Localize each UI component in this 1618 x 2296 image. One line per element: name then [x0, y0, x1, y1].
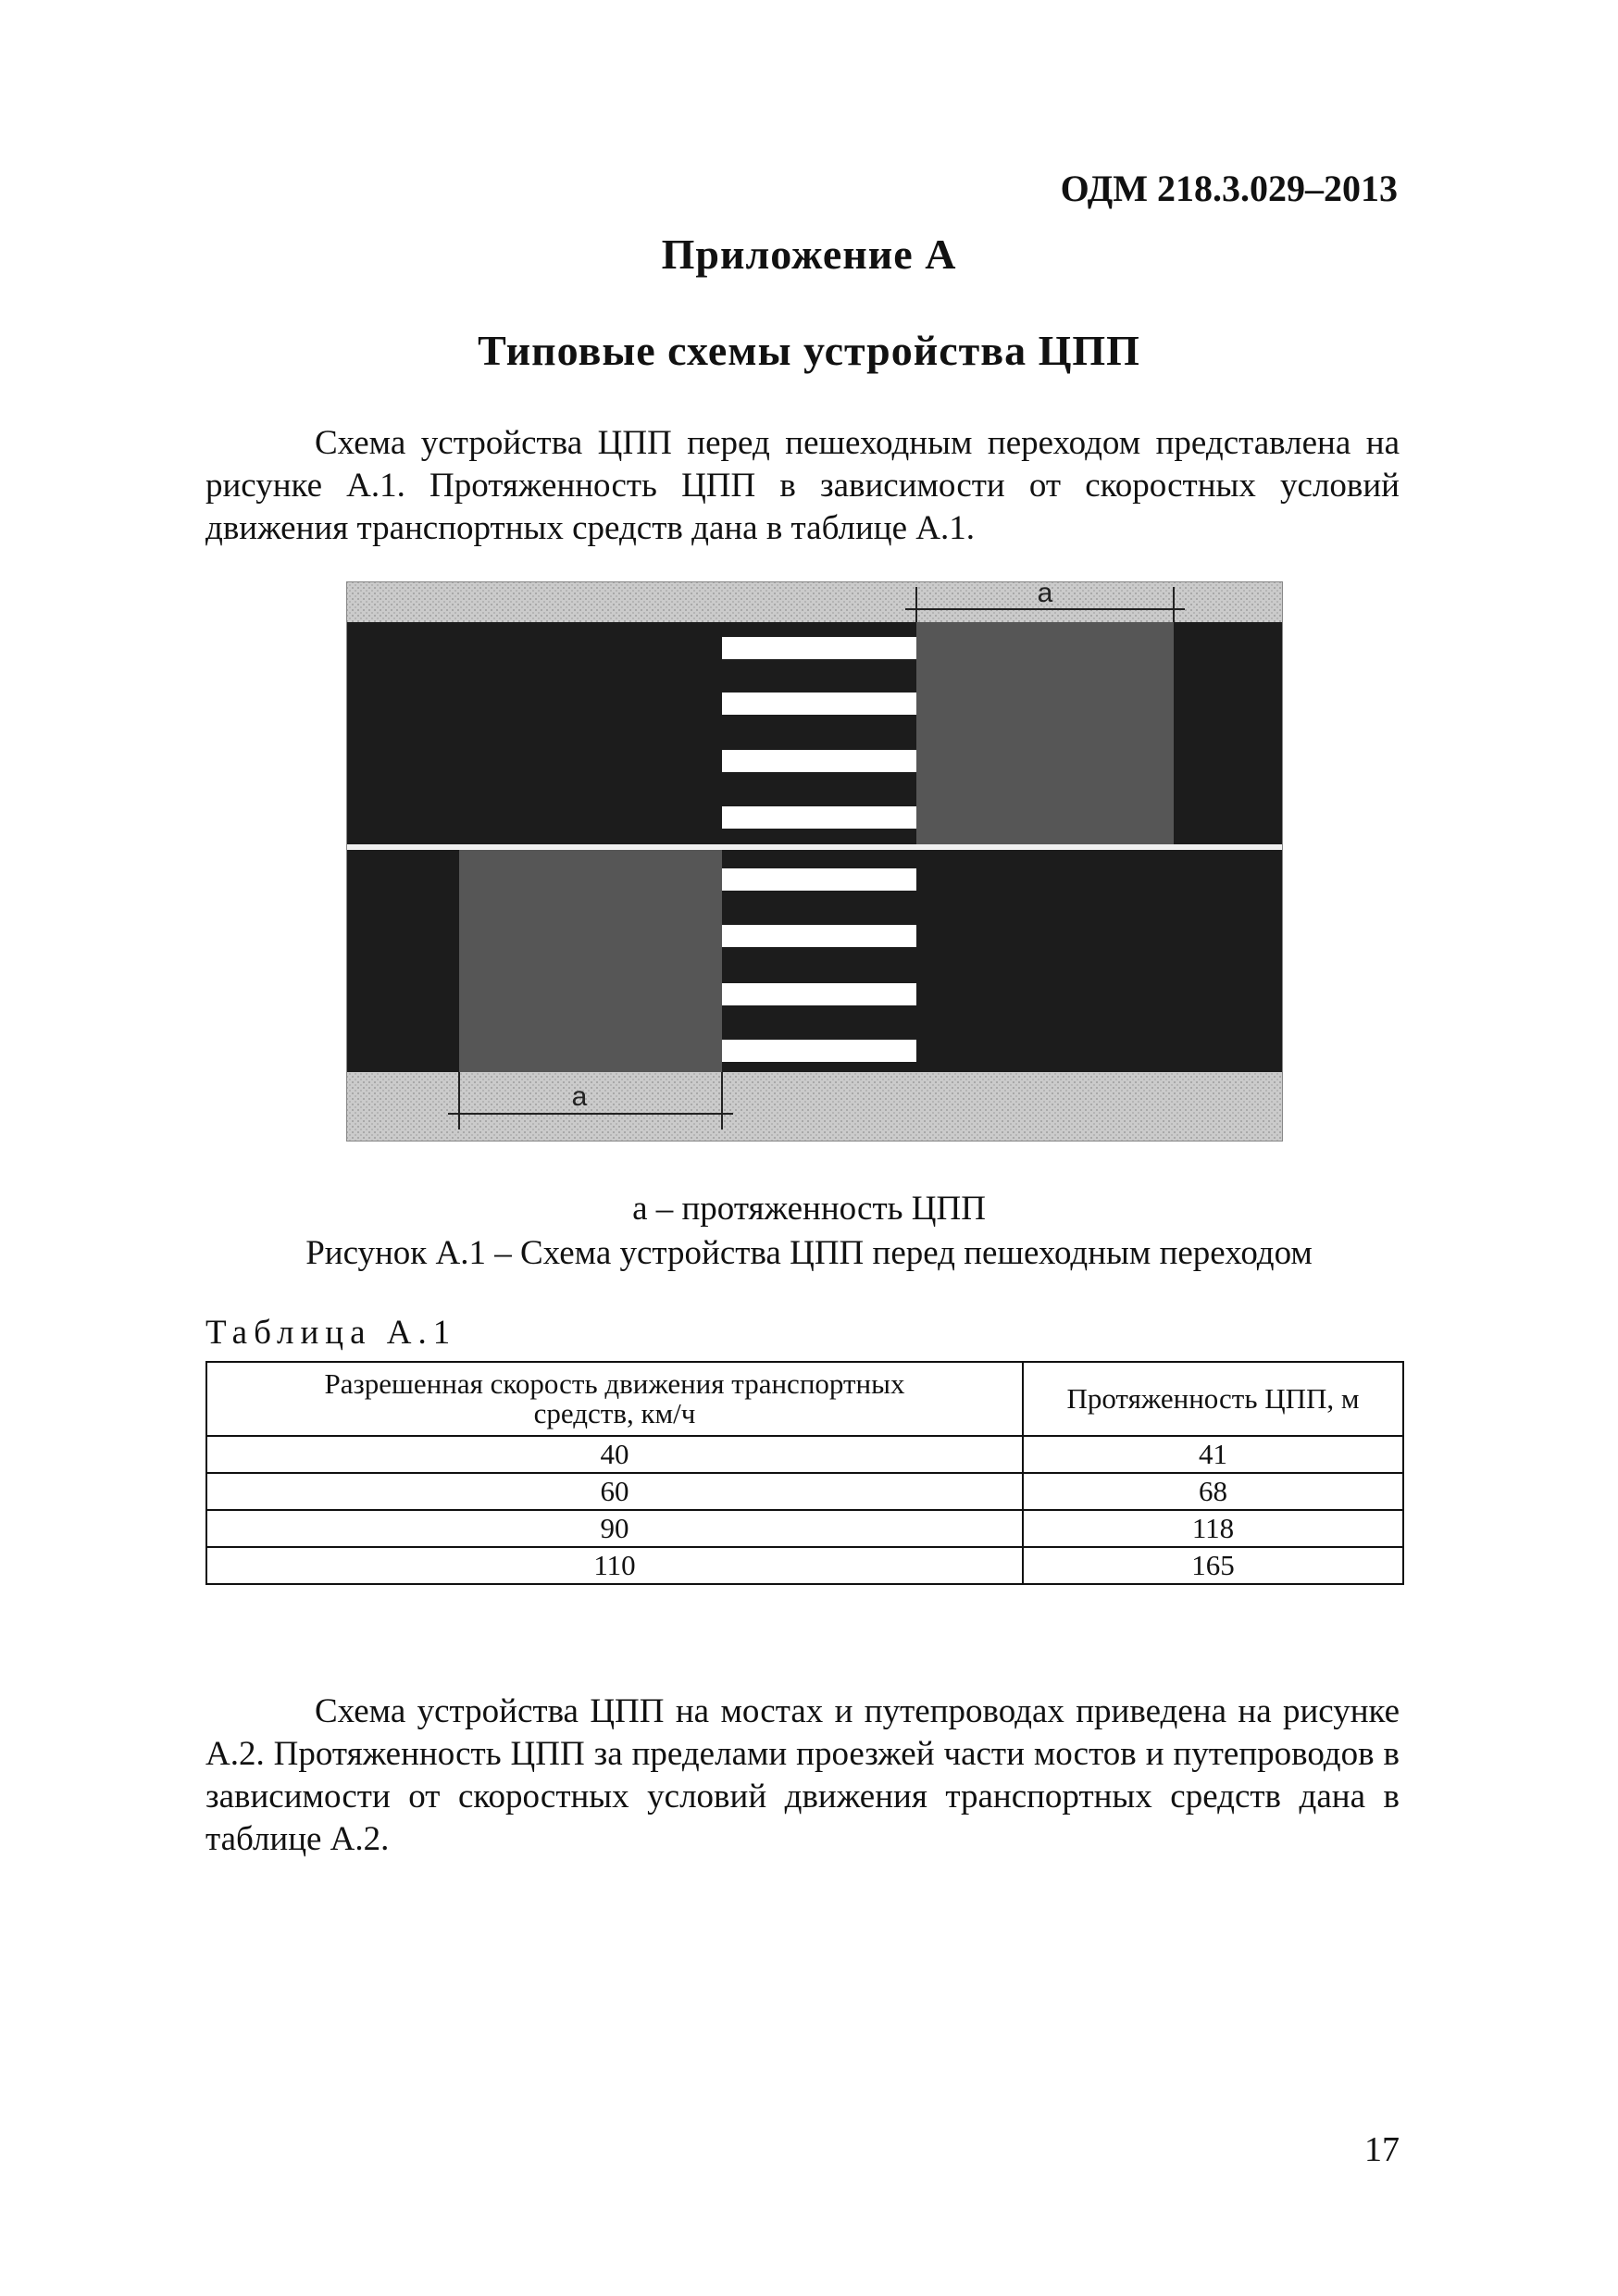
intro-paragraph: Схема устройства ЦПП перед пешеходным переходом представлена на рисунке А.1. Протяженность ЦПП в зависимости от скоростных условий движения транспортных средств дана в таблице А.1.	[205, 424, 1400, 547]
table-header-row	[206, 1362, 1403, 1436]
cell-length: 118	[1023, 1510, 1403, 1547]
document-code: ОДМ 218.3.029–2013	[1060, 168, 1398, 209]
table-row	[206, 1510, 1403, 1547]
cell-speed: 60	[206, 1473, 1023, 1510]
sidewalk-top	[346, 581, 1283, 622]
table-row	[206, 1547, 1403, 1584]
figure-legend: а – протяженность ЦПП	[632, 1190, 986, 1228]
crosswalk-diagram	[346, 581, 1283, 1142]
table-row	[206, 1473, 1403, 1510]
speed-length-table	[205, 1361, 1404, 1585]
cell-length: 41	[1023, 1436, 1403, 1473]
bridge-paragraph: Схема устройства ЦПП на мостах и путепроводах приведена на рисунке А.2. Протяженность ЦПП за пределами проезжей части мостов и путепроводов в зависимости от скоростных условий движения транспортных средств дана в таблице А.2.	[205, 1692, 1400, 1858]
cell-length: 165	[1023, 1547, 1403, 1584]
page-number: 17	[1364, 2130, 1400, 2169]
figure-caption: Рисунок А.1 – Схема устройства ЦПП перед пешеходным переходом	[305, 1234, 1313, 1272]
table-label: Таблица А.1	[205, 1314, 457, 1352]
sidewalk-bottom	[346, 1072, 1283, 1142]
cell-length: 68	[1023, 1473, 1403, 1510]
cell-speed: 110	[206, 1547, 1023, 1584]
appendix-title: Приложение А	[661, 231, 957, 278]
dimension-label-top: a	[1037, 581, 1053, 608]
header-length: Протяженность ЦПП, м	[1023, 1362, 1403, 1436]
noise-zone-bottom	[459, 850, 722, 1072]
cell-speed: 40	[206, 1436, 1023, 1473]
header-speed: Разрешенная скорость движения транспортных средств, км/ч	[206, 1362, 1023, 1436]
center-line	[346, 844, 1283, 850]
cell-speed: 90	[206, 1510, 1023, 1547]
figure-a1	[346, 581, 1283, 1142]
noise-zone-top	[916, 622, 1174, 844]
section-title: Типовые схемы устройства ЦПП	[478, 327, 1140, 374]
table-row	[206, 1436, 1403, 1473]
dimension-label-bottom: a	[571, 1081, 588, 1112]
